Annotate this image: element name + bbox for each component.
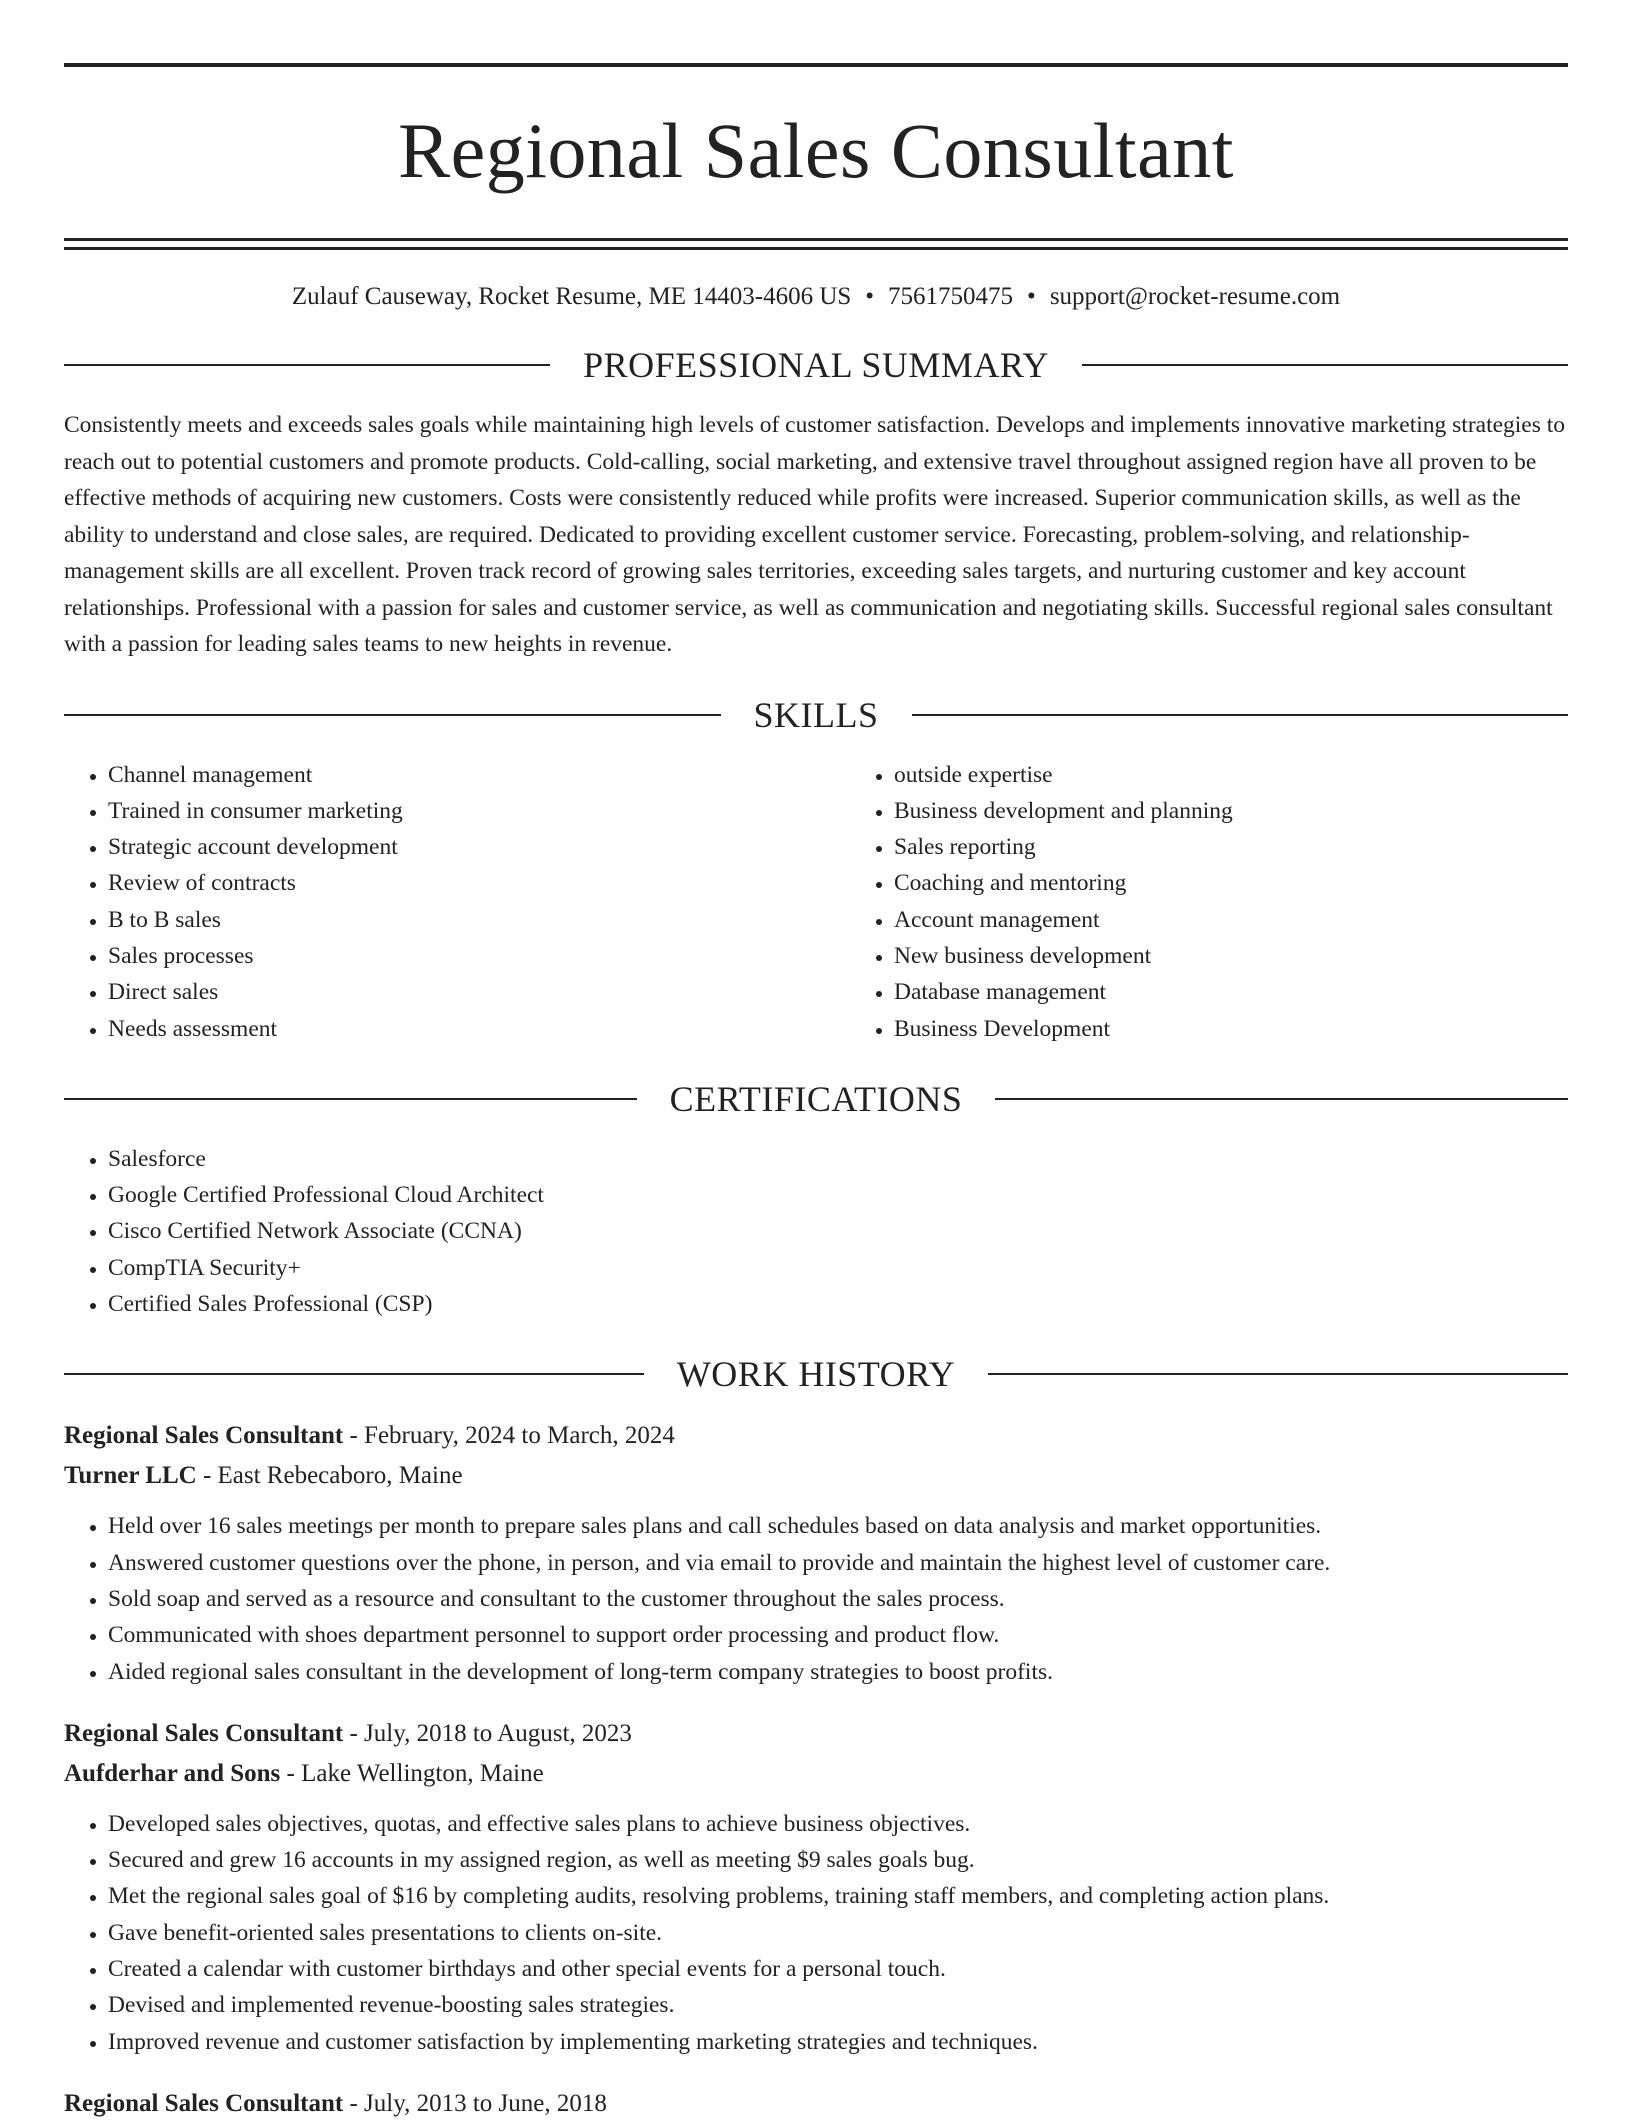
job-company-line bbox=[64, 1754, 1568, 1794]
job-company: Aufderhar and Sons bbox=[64, 1759, 281, 1787]
certifications-list bbox=[64, 1141, 1568, 1322]
job-bullet: • Held over 16 sales meetings per month to prepare sales plans and call schedules based on data analysis and market opportunities. bbox=[108, 1508, 1568, 1544]
skill-item: • Channel management bbox=[108, 757, 850, 793]
section-title-certifications: CERTIFICATIONS bbox=[669, 1078, 963, 1119]
certification-item: • Salesforce bbox=[108, 1141, 1568, 1177]
skill-item: • Trained in consumer marketing bbox=[108, 793, 850, 829]
certification-item: • Google Certified Professional Cloud Architect bbox=[108, 1177, 1568, 1213]
job-bullet: • Gave benefit-oriented sales presentations to clients on-site. bbox=[108, 1915, 1568, 1951]
section-title-skills: SKILLS bbox=[753, 694, 879, 735]
certification-item: • Cisco Certified Network Associate (CCNA) bbox=[108, 1213, 1568, 1249]
skill-item: • Review of contracts bbox=[108, 865, 850, 901]
section-divider bbox=[995, 1098, 1568, 1100]
job-company-line bbox=[64, 1456, 1568, 1496]
skill-item: • Sales reporting bbox=[894, 829, 1632, 865]
skill-item: • Account management bbox=[894, 902, 1632, 938]
job-bullet: • Created a calendar with customer birthdays and other special events for a personal touch. bbox=[108, 1951, 1568, 1987]
contact-address: Zulauf Causeway, Rocket Resume, ME 14403-4606 US bbox=[291, 283, 852, 310]
job-title-line bbox=[64, 1714, 1568, 1754]
title-rule-upper bbox=[64, 238, 1568, 241]
job-title-line bbox=[64, 1416, 1568, 1456]
skill-item: • Coaching and mentoring bbox=[894, 865, 1632, 901]
job-title: Regional Sales Consultant bbox=[64, 2089, 344, 2117]
job-title: Regional Sales Consultant bbox=[64, 1422, 344, 1450]
summary-text: Consistently meets and exceeds sales goals while maintaining high levels of customer satisfaction. Develops and implements innovative marketing strategies to reach out to potential customers and promote products. Cold-calling, social marketing, and extensive travel throughout assigned region have all proven to be effective methods of acquiring new customers. Costs were consistently reduced while profits were increased. Superior communication skills, as well as the ability to understand and close sales, are required. Dedicated to providing excellent customer service. Forecasting, problem-solving, and relationship-management skills are all excellent. Proven track record of growing sales territories, exceeding sales targets, and nurturing customer and key account relationships. Professional with a passion for sales and customer service, as well as communication and negotiating skills. Successful regional sales consultant with a passion for leading sales teams to new heights in revenue. bbox=[64, 412, 1566, 657]
skill-item: • New business development bbox=[894, 938, 1632, 974]
contact-email: support@rocket-resume.com bbox=[1049, 283, 1341, 310]
section-divider bbox=[912, 714, 1569, 716]
title-rule-lower bbox=[64, 247, 1568, 250]
skills-section-header bbox=[64, 693, 1568, 737]
job-company: Turner LLC bbox=[64, 1462, 197, 1490]
job-location: - Lake Wellington, Maine bbox=[280, 1759, 544, 1787]
section-divider bbox=[1082, 364, 1568, 366]
resume-page bbox=[64, 0, 1568, 2124]
page-title: Regional Sales Consultant bbox=[398, 107, 1234, 194]
job-location: - East Rebecaboro, Maine bbox=[196, 1462, 463, 1490]
job-bullet: • Sold soap and served as a resource and consultant to the customer throughout the sales process. bbox=[108, 1581, 1568, 1617]
skill-item: • Sales processes bbox=[108, 938, 850, 974]
section-divider bbox=[64, 1098, 637, 1100]
section-divider bbox=[64, 714, 721, 716]
skills-grid bbox=[64, 757, 1568, 1047]
section-title-work-history: WORK HISTORY bbox=[676, 1354, 956, 1395]
skill-item: • Strategic account development bbox=[108, 829, 850, 865]
certification-item: • Certified Sales Professional (CSP) bbox=[108, 1286, 1568, 1322]
job-bullet: • Aided regional sales consultant in the development of long-term company strategies to boost profits. bbox=[108, 1654, 1568, 1690]
job-bullet: • Met the regional sales goal of $16 by completing audits, resolving problems, training staff members, and completing action plans. bbox=[108, 1878, 1568, 1914]
skill-item: • Needs assessment bbox=[108, 1011, 850, 1047]
job-bullet: • Secured and grew 16 accounts in my assigned region, as well as meeting $9 sales goals bug. bbox=[108, 1842, 1568, 1878]
job-entry bbox=[64, 1714, 1568, 2060]
job-dates: - July, 2018 to August, 2023 bbox=[343, 1719, 632, 1747]
work-section-header bbox=[64, 1352, 1568, 1396]
job-dates: - July, 2013 to June, 2018 bbox=[343, 2089, 607, 2117]
skills-list-left bbox=[64, 757, 850, 1047]
certification-item: • CompTIA Security+ bbox=[108, 1250, 1568, 1286]
job-bullets bbox=[64, 1806, 1568, 2060]
job-entry bbox=[64, 2084, 1568, 2124]
job-bullet: • Communicated with shoes department personnel to support order processing and product flow. bbox=[108, 1617, 1568, 1653]
skill-item: • outside expertise bbox=[894, 757, 1632, 793]
section-divider bbox=[988, 1373, 1568, 1375]
skill-item: • Database management bbox=[894, 974, 1632, 1010]
contact-phone: 7561750475 bbox=[888, 283, 1014, 310]
section-title-summary: PROFESSIONAL SUMMARY bbox=[583, 345, 1049, 385]
job-bullet: • Developed sales objectives, quotas, and effective sales plans to achieve business objectives. bbox=[108, 1806, 1568, 1842]
section-divider bbox=[64, 364, 550, 366]
skill-item: • Business Development bbox=[894, 1011, 1632, 1047]
job-bullet: • Improved revenue and customer satisfaction by implementing marketing strategies and techniques. bbox=[108, 2024, 1568, 2060]
skill-item: • Direct sales bbox=[108, 974, 850, 1010]
summary-section-header bbox=[64, 343, 1568, 387]
certifications-section-header bbox=[64, 1077, 1568, 1121]
section-divider bbox=[64, 1373, 644, 1375]
contact-separator: • bbox=[1027, 283, 1036, 310]
job-dates: - February, 2024 to March, 2024 bbox=[343, 1422, 675, 1450]
skill-item: • Business development and planning bbox=[894, 793, 1632, 829]
job-title: Regional Sales Consultant bbox=[64, 1719, 344, 1747]
skills-list-right bbox=[850, 757, 1632, 1047]
job-entry bbox=[64, 1416, 1568, 1689]
contact-separator: • bbox=[865, 283, 875, 310]
contact-line bbox=[64, 281, 1568, 313]
job-bullets bbox=[64, 1508, 1568, 1689]
job-bullet: • Answered customer questions over the phone, in person, and via email to provide and maintain the highest level of customer care. bbox=[108, 1545, 1568, 1581]
job-title-line bbox=[64, 2084, 1568, 2124]
skill-item: • B to B sales bbox=[108, 902, 850, 938]
job-bullet: • Devised and implemented revenue-boosting sales strategies. bbox=[108, 1987, 1568, 2023]
